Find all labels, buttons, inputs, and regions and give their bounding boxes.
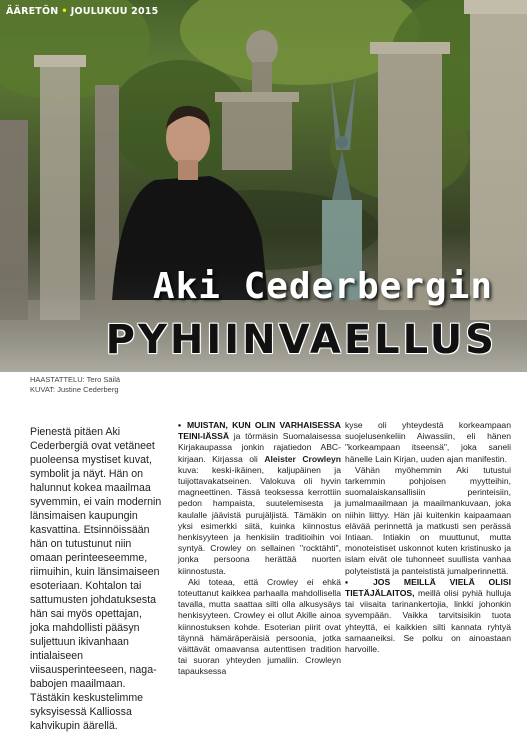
magazine-name: ÄÄRETÖN	[6, 6, 59, 17]
square-bullet-icon: ▪	[345, 576, 374, 587]
body-column-2	[178, 420, 341, 678]
intro-column	[30, 425, 162, 733]
article-title-line2: PYHIINVAELLUS	[105, 317, 497, 363]
article-credits	[30, 375, 120, 395]
paragraph-text: ja törmäsin Suomalaisessa Kirjakaupassa jonkin rajatiedon ABC-kirjaan. Kirjassa oli	[178, 431, 341, 464]
article-title-line1: Aki Cederbergin	[152, 266, 493, 307]
square-bullet-icon: ▪	[178, 420, 187, 430]
intro-paragraph: Pienestä pitäen Aki Cederbergiä ovat vetäneet puoleensa mystiset kuvat, symbolit ja näyt. Hän on halunnut kokea maailmaa syvemmin, ei vain modernin länsimaisen kaupungin kasvattina. Etsinnöissään hän on tutustunut niin omaan perinteeseemme, riimuihin, kuin länsimaiseen esoteriaan. Kohtalon tai sattumusten johdatuksesta hän sai myös opettajan, joka mahdollisti pääsyn suljettuun ikivanhaan intialaiseen viisausperinteeseen, naga-babojen maailmaan. Tästäkin keskustelimme syksyisessä Kalliossa kahvikupin äärellä.	[30, 426, 162, 732]
paragraph-text: meillä olisi pyhiä hulluja tai viisaita tarinankertojia, linkki johonkin syvempään. Vaikka tarvitsisikin tuota yhteyttä, ei kaikkien silti kannata ryhtyä samaaneiksi. Se polku on ainoastaan harvoille.	[345, 588, 511, 655]
body-paragraph: Aki toteaa, että Crowley ei ehkä toteuttanut kaikkea parhaalla mahdollisella tavalla, mutta saattaa silti olla alkusysäys henkisyyteen. Crowley ei ollut Akille ainoa kiinnostuksen kohde. Esoterian piirit ovat täynnä hämäräperäisiä persoonia, jotka väittävät omaavansa autenttisen tradition tai suoran yhteyden jumaliin. Crowleyn tapauksessa	[178, 576, 341, 677]
body-column-3	[345, 420, 511, 655]
paragraph-lead-in: JOS MEILLÄ VIELÄ OLISI TIETÄJÄLAITOS,	[345, 576, 512, 599]
masthead	[6, 6, 158, 17]
highlighted-name: Aleister Crowleyn	[264, 453, 341, 464]
paragraph-text: kuva: keski-ikäinen, kaljupäinen ja tuijottavakatseinen. Valokuva oli hyvin magneettinen. Tässä teoksessa kerrottiin pedon hampaista, suutelemisesta ja kaulalle jäävistä purujäljistä. Tämäkin on yksi esimerkki siitä, kuinka kiinnostus henkisyyteen ja henkisiin traditioihin voi syntyä. Crowley on sellainen "rocktähti", jonka persoona herättää nuorten kiinnostusta.	[178, 464, 341, 576]
body-paragraph	[178, 420, 341, 577]
body-paragraph: kyse oli yhteydestä korkeampaan suojelusenkeliin Aiwassiin, eli hänen "korkeampaan itseensä", joka saneli hänelle Lain Kirjan, uuden ajan manifestin.	[345, 420, 511, 464]
photo-credit: KUVAT: Justine Cederberg	[30, 385, 119, 394]
body-paragraph	[345, 577, 511, 655]
separator-dot: •	[61, 6, 68, 17]
issue-date: JOULUKUU 2015	[70, 6, 159, 17]
body-paragraph: Vähän myöhemmin Aki tutustui tarkemmin pohjoisen myytteihin, suomalaiskansallisiin perinteisiin, jumalmaailmaan ja maailmankuvaan, joka niihin liittyy. Hän jäi kuitenkin kaipaamaan elävää perinnettä ja matkusti sen perässä Intiaan. Intiakin on muuttunut, mutta monoteistiset uskonnot kuten kristinusko ja islam eivät ole tuhonneet suullista vanhaa polyteististä ja panteististä jumalperinnettä.	[345, 464, 511, 576]
interview-credit: HAASTATTELU: Tero Säilä	[30, 375, 121, 384]
paragraph-lead-in: MUISTAN, KUN OLIN VARHAISESSA TEINI-IÄSSÄ	[178, 420, 341, 442]
